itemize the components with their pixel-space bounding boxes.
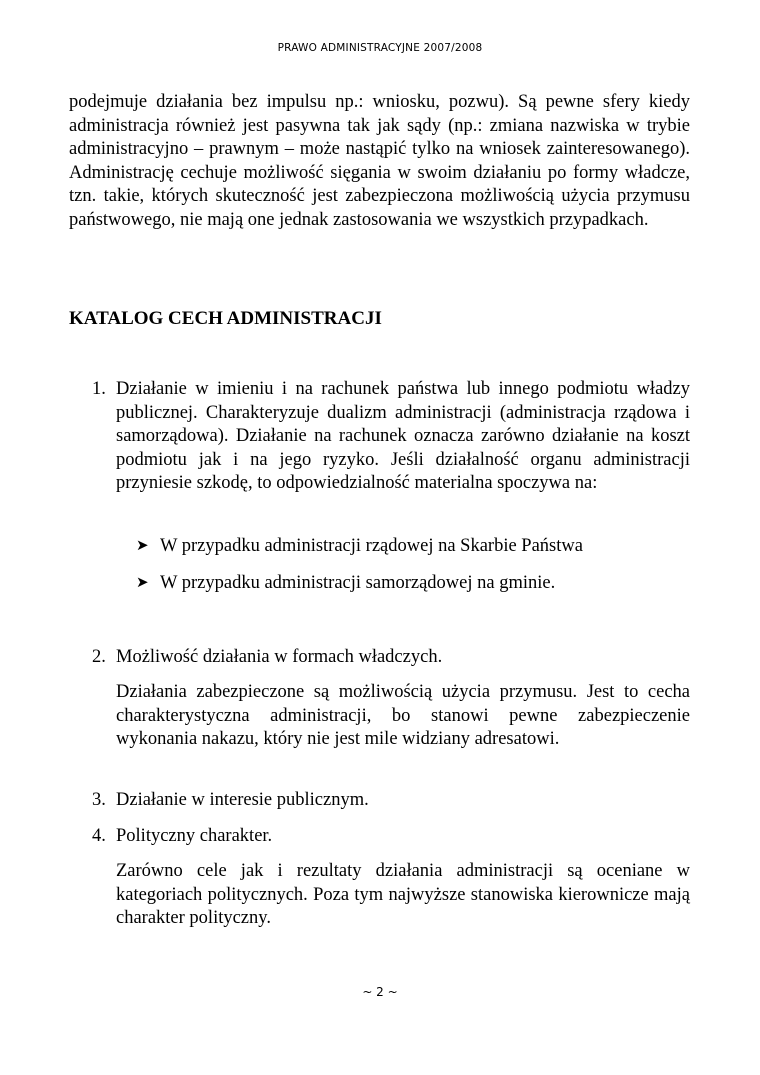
sub-item-2 [69, 572, 690, 596]
followup-paragraph: Działania zabezpieczone są możliwością użycia przymusu. Jest to cecha charakterystyczna administracji, bo stanowi pewne zabezpieczenie wykonania nakazu, który nie jest mile widziany adresatowi. [116, 682, 690, 750]
section-heading: KATALOG CECH ADMINISTRACJI [69, 308, 382, 329]
arrow-bullet-icon: ➤ [136, 538, 149, 554]
list-item-1 [69, 378, 690, 496]
list-number: 2. [92, 647, 106, 667]
list-item-2 [69, 646, 690, 670]
page-header: PRAWO ADMINISTRACYJNE 2007/2008 [277, 42, 483, 54]
followup-paragraph: Zarówno cele jak i rezultaty działania administracji są oceniane w kategoriach politycznych. Poza tym najwyższe stanowiska kierownicze mają charakter polityczny. [116, 861, 690, 929]
page-number: ~ 2 ~ [362, 985, 398, 999]
list-item-text: Działanie w imieniu i na rachunek państwa lub innego podmiotu władzy publicznej. Charakteryzuje dualizm administracji (administracja rządowa i samorządowa). Działanie na rachunek oznacza zarówno działanie na koszt podmiotu jak i na jego ryzyko. Jeśli działalność organu administracji przyniesie szkodę, to odpowiedzialność materialna spoczywa na: [116, 379, 690, 494]
page-content [69, 91, 690, 929]
sub-item-text: W przypadku administracji samorządowej na gminie. [160, 573, 556, 593]
list-item-text: Polityczny charakter. [116, 826, 273, 846]
list-number: 1. [92, 379, 106, 399]
list-item-text: Działanie w interesie publicznym. [116, 790, 369, 810]
arrow-bullet-icon: ➤ [136, 575, 149, 591]
intro-paragraph: podejmuje działania bez impulsu np.: wniosku, pozwu). Są pewne sfery kiedy administracja również jest pasywna tak jak sądy (np.: zmiana nazwiska w trybie administracyjno – prawnym – może nastąpić tylko na wniosek zainteresowanego). Administrację cechuje możliwość sięgania w swoim działaniu po formy władcze, tzn. takie, których skuteczność jest zabezpieczona możliwością użycia przymusu państwowego, nie mają one jednak zastosowania we wszystkich przypadkach. [69, 92, 690, 230]
sub-item-1 [69, 535, 690, 559]
list-item-2-followup [69, 681, 690, 752]
list-item-3 [69, 789, 690, 813]
list-item-4 [69, 825, 690, 849]
list-item-4-followup [69, 860, 690, 931]
sub-item-text: W przypadku administracji rządowej na Skarbie Państwa [160, 536, 583, 556]
list-number: 4. [92, 826, 106, 846]
list-number: 3. [92, 790, 106, 810]
list-item-text: Możliwość działania w formach władczych. [116, 647, 443, 667]
